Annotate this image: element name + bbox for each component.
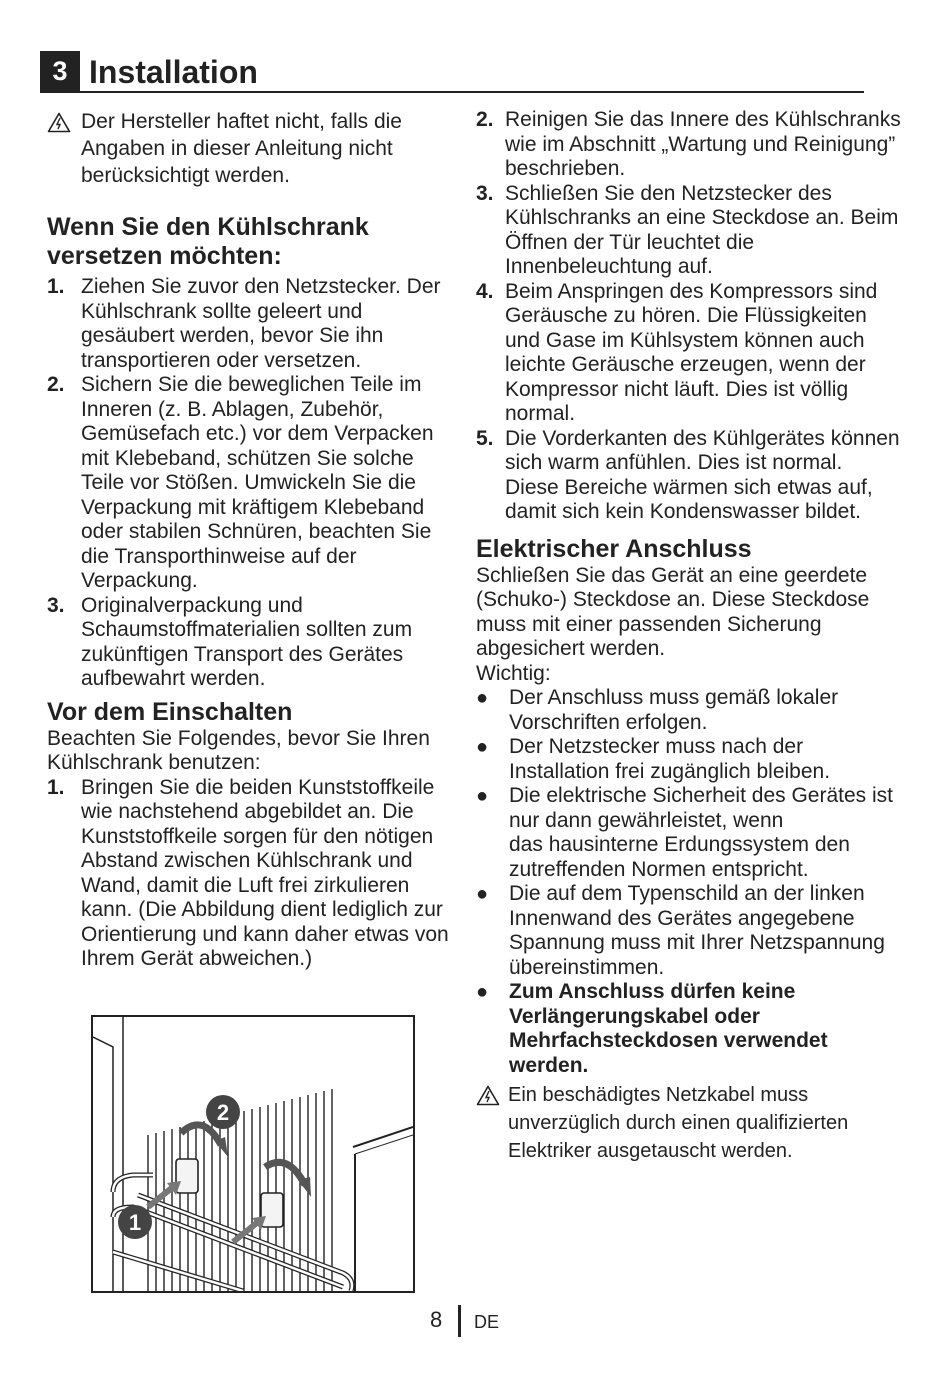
left-column [47, 108, 449, 972]
warning-triangle-icon [476, 1081, 508, 1165]
bullet-icon: ● [476, 687, 489, 709]
bullet-icon: ● [476, 883, 489, 905]
language-code: DE [474, 1312, 500, 1332]
before-steps-left [47, 776, 449, 972]
list-item [47, 594, 449, 692]
list-item [476, 108, 901, 182]
electric-intro: Schließen Sie das Gerät an eine geerdete (Schuko-) Steckdose an. Diese Steckdose muss mit einer passenden Sicherung abgesichert werden. [476, 563, 870, 660]
bullet-text: Die auf dem Typenschild an der linken Innenwand des Gerätes angegebene Spannung muss mit Ihrer Netzspannung übereinstimmen. [509, 882, 885, 979]
footer-divider [458, 1305, 461, 1337]
step-number: 4. [476, 279, 494, 303]
warning-text: Ein beschädigtes Netzkabel muss unverzüglich durch einen qualifizierten Elektriker ausgetauscht werden. [508, 1084, 849, 1162]
step-text: Sichern Sie die beweglichen Teile im Inneren (z. B. Ablagen, Zubehör, Gemüsefach etc.) vor dem Verpacken mit Klebeband, schützen Sie solche Teile vor Stößen. Umwickeln Sie die Verpackung mit kräftigem Klebeband oder stabilen Schnüren, beachten Sie die Transporthinweise auf der Verpackung. [81, 373, 434, 592]
before-intro: Beachten Sie Folgendes, bevor Sie Ihren Kühlschrank benutzen: [47, 726, 430, 774]
page-footer [0, 1303, 950, 1339]
list-item [476, 882, 901, 980]
bullet-text: Zum Anschluss dürfen keine Verlängerungskabel oder Mehrfachsteckdosen verwendet werden. [509, 980, 828, 1077]
list-item [476, 980, 901, 1078]
section-heading-move: Wenn Sie den Kühlschrank versetzen möchten: [47, 213, 369, 270]
bullet-text: Der Netzstecker muss nach der Installation frei zugänglich bleiben. [509, 735, 831, 783]
chapter-title: Installation [89, 54, 258, 90]
section-heading-before: Vor dem Einschalten [47, 697, 293, 726]
wedge-installation-illustration [91, 1015, 415, 1293]
list-item [476, 735, 901, 784]
step-text: Beim Anspringen des Kompressors sind Geräusche zu hören. Die Flüssigkeiten und Gase im Kühlsystem können auch leichte Geräusche erzeugen, wenn der Kompressor nicht läuft. Dies ist völlig normal. [505, 279, 878, 425]
warning-text: Der Hersteller haftet nicht, falls die Angaben in dieser Anleitung nicht berücksichtigt werden. [81, 110, 402, 187]
manufacturer-warning [47, 108, 449, 189]
step-number: 3. [47, 593, 65, 617]
bullet-icon: ● [476, 785, 489, 807]
step-text: Bringen Sie die beiden Kunststoffkeile wie nachstehend abgebildet an. Die Kunststoffkeile sorgen für den nötigen Abstand zwischen Kühlschrank und Wand, damit die Luft frei zirkulieren kann. (Die Abbildung dient lediglich zur Orientierung und kann daher etwas von Ihrem Gerät abweichen.) [81, 775, 449, 970]
list-item [47, 373, 449, 594]
bullet-text: Die elektrische Sicherheit des Gerätes ist nur dann gewährleistet, wenn [509, 784, 893, 832]
callout-badge-2: 2 [216, 1100, 230, 1125]
chapter-number: 3 [40, 51, 80, 91]
step-number: 5. [476, 426, 494, 450]
step-number: 2. [476, 108, 494, 131]
list-item [476, 784, 901, 882]
move-steps [47, 275, 449, 692]
step-number: 1. [47, 275, 65, 298]
bullet-icon: ● [476, 736, 489, 758]
step-text: Schließen Sie den Netzstecker des Kühlschranks an eine Steckdose an. Beim Öffnen der Tür leuchtet die Innenbeleuchtung auf. [505, 181, 899, 278]
list-item [47, 275, 449, 373]
bullet-text: Der Anschluss muss gemäß lokaler Vorschriften erfolgen. [509, 686, 839, 734]
list-item [476, 686, 901, 735]
step-number: 3. [476, 181, 494, 205]
step-number: 2. [47, 373, 65, 396]
step-text: Originalverpackung und Schaumstoffmaterialien sollten zum zukünftigen Transport des Gerätes aufbewahrt werden. [81, 593, 413, 690]
bullet-text-continued: das hausinterne Erdungssystem den zutreffenden Normen entspricht. [509, 833, 850, 881]
chapter-header [40, 48, 864, 93]
bullet-icon: ● [476, 981, 489, 1003]
right-column [476, 108, 901, 1165]
callout-badge-1: 1 [128, 1210, 142, 1235]
cable-warning [476, 1081, 901, 1165]
list-item [47, 776, 449, 972]
list-item [476, 280, 901, 427]
section-heading-electric: Elektrischer Anschluss [476, 534, 752, 563]
step-text: Die Vorderkanten des Kühlgerätes können sich warm anfühlen. Dies ist normal. Diese Bereiche wärmen sich etwas auf, damit sich kein Kondenswasser bildet. [505, 426, 900, 523]
warning-triangle-icon [47, 108, 81, 189]
step-number: 1. [47, 775, 65, 799]
step-text: Ziehen Sie zuvor den Netzstecker. Der Kühlschrank sollte geleert und gesäubert werden, bevor Sie ihn transportieren oder versetzen. [81, 275, 441, 372]
list-item [476, 427, 901, 525]
electric-bullets [476, 686, 901, 1078]
list-item [476, 182, 901, 280]
important-label: Wichtig: [476, 661, 551, 685]
before-steps-right [476, 108, 901, 525]
step-text: Reinigen Sie das Innere des Kühlschranks wie im Abschnitt „Wartung und Reinigung” beschrieben. [505, 108, 901, 180]
page-number: 8 [430, 1307, 443, 1332]
